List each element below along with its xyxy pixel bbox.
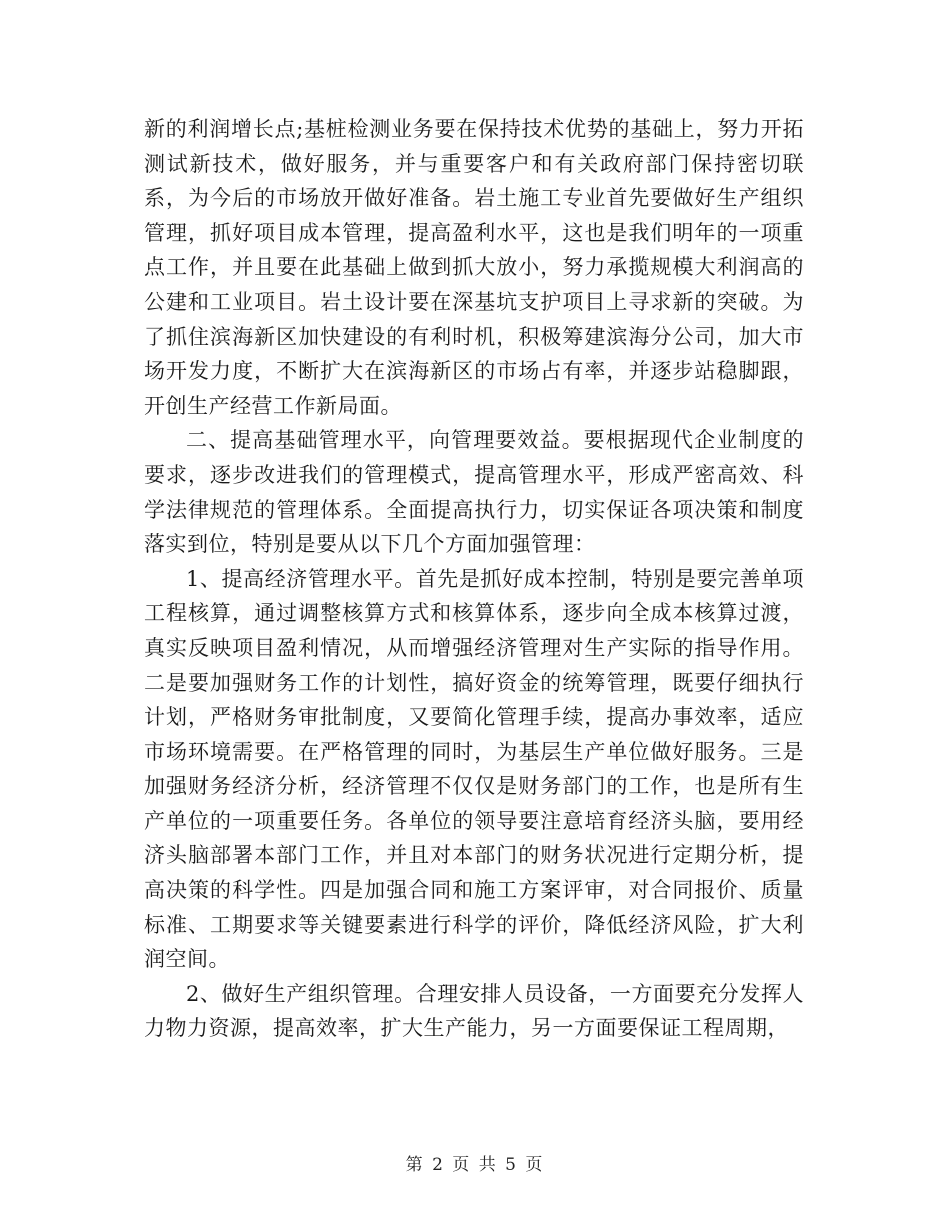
document-body — [144, 112, 804, 1046]
paragraph-1: 新的利润增长点;基桩检测业务要在保持技术优势的基础上，努力开拓测试新技术，做好服务，并与重要客户和有关政府部门保持密切联系，为今后的市场放开做好准备。岩土施工专业首先要做好生产组织管理，抓好项目成本管理，提高盈利水平，这也是我们明年的一项重点工作，并且要在此基础上做到抓大放小，努力承揽规模大利润高的公建和工业项目。岩土设计要在深基坑支护项目上寻求新的突破。为了抓住滨海新区加快建设的有利时机，积极筹建滨海分公司，加大市场开发力度，不断扩大在滨海新区的市场占有率，并逐步站稳脚跟，开创生产经营工作新局面。 — [144, 117, 804, 418]
page-number-footer: 第 2 页 共 5 页 — [405, 1155, 545, 1175]
paragraph-3: 1、提高经济管理水平。首先是抓好成本控制，特别是要完善单项工程核算，通过调整核算方式和核算体系，逐步向全成本核算过渡，真实反映项目盈利情况，从而增强经济管理对生产实际的指导作用。二是要加强财务工作的计划性，搞好资金的统筹管理，既要仔细执行计划，严格财务审批制度，又要简化管理手续，提高办事效率，适应市场环境需要。在严格管理的同时，为基层生产单位做好服务。三是加强财务经济分析，经济管理不仅仅是财务部门的工作，也是所有生产单位的一项重要任务。各单位的领导要注意培育经济头脑，要用经济头脑部署本部门工作，并且对本部门的财务状况进行定期分析，提高决策的科学性。四是加强合同和施工方案评审，对合同报价、质量标准、工期要求等关键要素进行科学的评价，降低经济风险，扩大利润空间。 — [144, 566, 804, 972]
paragraph-2: 二、提高基础管理水平，向管理要效益。要根据现代企业制度的要求，逐步改进我们的管理模式，提高管理水平，形成严密高效、科学法律规范的管理体系。全面提高执行力，切实保证各项决策和制度落实到位，特别是要从以下几个方面加强管理： — [144, 428, 804, 557]
paragraph-4: 2、做好生产组织管理。合理安排人员设备，一方面要充分发挥人力物力资源，提高效率，扩大生产能力，另一方面要保证工程周期， — [144, 981, 804, 1041]
